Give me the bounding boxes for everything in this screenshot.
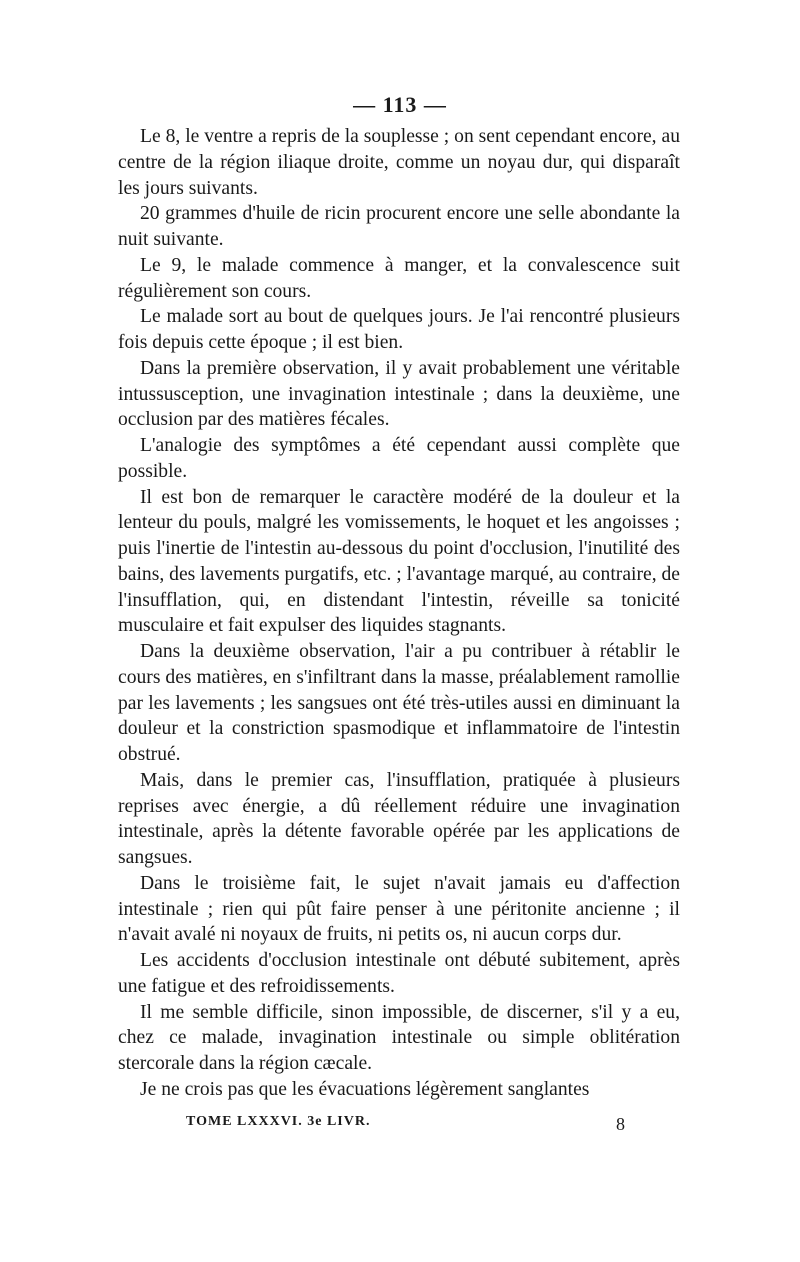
paragraph: Mais, dans le premier cas, l'insufflation, pratiquée à plusieurs reprises avec énergie, a dû réellement réduire une invagination intestinale, après la détente favorable opérée par les applications de sangsues.	[118, 769, 680, 868]
paragraph: Il me semble difficile, sinon impossible, de discerner, s'il y a eu, chez ce malade, invagination intestinale ou simple oblitération stercorale dans la région cæcale.	[118, 1001, 680, 1074]
page-body-text	[118, 124, 680, 1103]
paragraph: Dans la première observation, il y avait probablement une véritable intussusception, une invagination intestinale ; dans la deuxième, une occlusion par des matières fécales.	[118, 357, 680, 431]
paragraph: Je ne crois pas que les évacuations légèrement sanglantes	[140, 1078, 590, 1100]
signature-mark: 8	[616, 1114, 626, 1134]
paragraph: Dans le troisième fait, le sujet n'avait jamais eu d'affection intestinale ; rien qui pût faire penser à une péritonite ancienne ; il n'avait avalé ni noyaux de fruits, ni petits os, ni aucun corps dur.	[118, 872, 680, 946]
paragraph: 20 grammes d'huile de ricin procurent encore une selle abondante la nuit suivante.	[118, 203, 680, 250]
paragraph: Dans la deuxième observation, l'air a pu contribuer à rétablir le cours des matières, en s'infiltrant dans la masse, préalablement ramollie par les lavements ; les sangsues ont été très-utiles aussi en diminuant la douleur et la constriction spasmodique et inflammatoire de l'intestin obstrué.	[118, 641, 680, 765]
page-footer	[186, 1114, 626, 1135]
paragraph: Le 8, le ventre a repris de la souplesse ; on sent cependant encore, au centre de la région iliaque droite, comme un noyau dur, qui disparaît les jours suivants.	[118, 126, 680, 199]
volume-label: TOME LXXXVI. 3e LIVR.	[186, 1114, 371, 1129]
paragraph: Les accidents d'occlusion intestinale ont débuté subitement, après une fatigue et des refroidissements.	[118, 950, 680, 997]
paragraph: L'analogie des symptômes a été cependant aussi complète que possible.	[118, 435, 680, 482]
paragraph: Il est bon de remarquer le caractère modéré de la douleur et la lenteur du pouls, malgré les vomissements, le hoquet et les angoisses ; puis l'inertie de l'intestin au-dessous du point d'occlusion, l'inutilité des bains, des lavements purgatifs, etc. ; l'avantage marqué, au contraire, de l'insufflation, qui, en distendant l'intestin, réveille sa tonicité musculaire et fait expulser des liquides stagnants.	[118, 486, 680, 637]
page-number: — 113 —	[353, 92, 447, 117]
paragraph: Le malade sort au bout de quelques jours. Je l'ai rencontré plusieurs fois depuis cette époque ; il est bien.	[118, 306, 680, 353]
paragraph: Le 9, le malade commence à manger, et la convalescence suit régulièrement son cours.	[118, 254, 680, 302]
